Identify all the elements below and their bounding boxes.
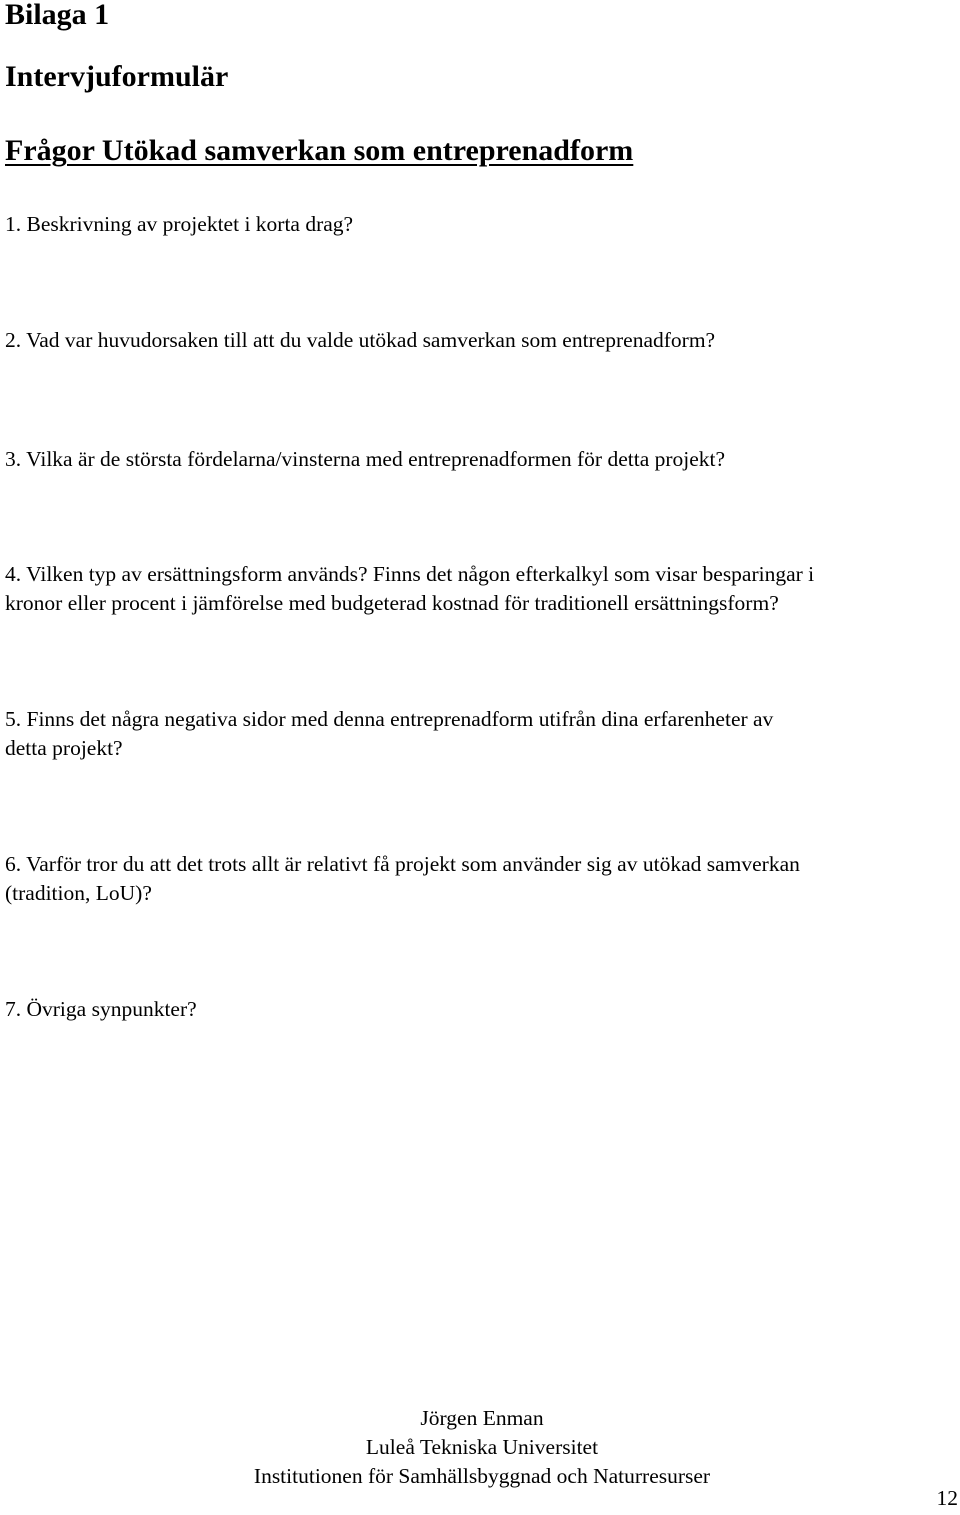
page-number: 12 [936,1486,958,1510]
question-6-line-1: 6. Varför tror du att det trots allt är relativt få projekt som använder sig av utökad samverkan [5,852,800,876]
form-title: Intervjuformulär [5,60,229,93]
question-6 [5,850,800,908]
question-2: 2. Vad var huvudorsaken till att du valde utökad samverkan som entreprenadform? [5,328,716,352]
section-title: Frågor Utökad samverkan som entreprenadform [5,134,634,167]
question-7: 7. Övriga synpunkter? [5,997,197,1021]
footer-department: Institutionen för Samhällsbyggnad och Naturresurser [253,1464,711,1488]
footer-university: Luleå Tekniska Universitet [365,1435,599,1459]
appendix-label: Bilaga 1 [5,0,110,31]
footer-author: Jörgen Enman [420,1406,544,1430]
question-1: 1. Beskrivning av projektet i korta drag? [5,212,354,236]
question-5 [5,705,773,763]
question-4-line-1: 4. Vilken typ av ersättningsform används? Finns det någon efterkalkyl som visar besparingar i [5,562,815,586]
question-6-line-2: (tradition, LoU)? [5,881,152,905]
question-3: 3. Vilka är de största fördelarna/vinsterna med entreprenadformen för detta projekt? [5,447,726,471]
question-5-line-2: detta projekt? [5,736,123,760]
question-4 [5,560,814,618]
question-4-line-2: kronor eller procent i jämförelse med budgeterad kostnad för traditionell ersättningsform? [5,591,779,615]
question-5-line-1: 5. Finns det några negativa sidor med denna entreprenadform utifrån dina erfarenheter av [5,707,774,731]
